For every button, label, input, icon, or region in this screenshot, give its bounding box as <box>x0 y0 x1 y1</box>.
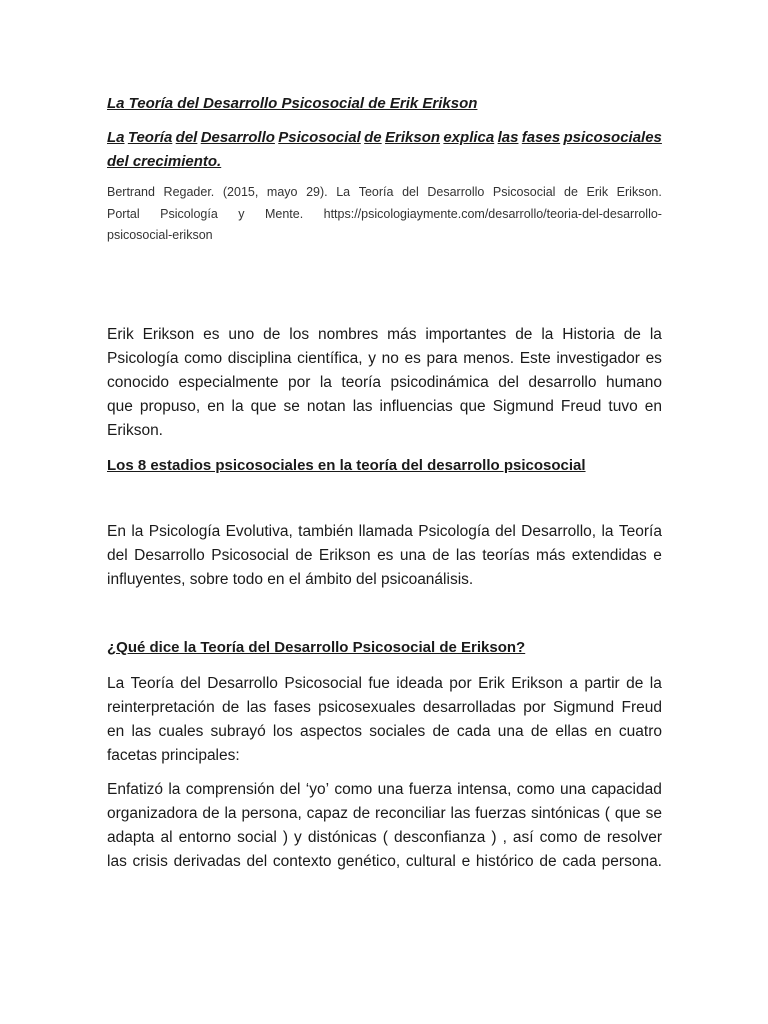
word: cada <box>562 853 596 870</box>
word: comprensión <box>185 781 275 798</box>
word: ellas <box>555 723 588 740</box>
word: de <box>583 829 601 846</box>
word: Freud <box>621 699 662 716</box>
word: sociales <box>369 723 426 740</box>
word: contexto <box>272 853 332 870</box>
paragraph-line <box>107 830 662 846</box>
paragraph-line <box>107 375 662 391</box>
paragraph-line <box>107 548 662 564</box>
word: Evolutiva, <box>225 523 293 540</box>
word: persona, <box>241 805 302 822</box>
word: Psicología <box>148 523 221 540</box>
word: las <box>455 547 476 564</box>
word: y <box>238 207 245 221</box>
word: y <box>368 350 376 367</box>
document-title: La Teoría del Desarrollo Psicosocial de Erik Erikson <box>107 95 478 112</box>
word: la <box>649 675 662 692</box>
paragraph-line <box>107 327 662 343</box>
word: de <box>352 805 371 822</box>
word: reinterpretación <box>107 699 215 716</box>
word: los <box>272 723 293 740</box>
word: Desarrollo <box>134 547 205 564</box>
paragraph-line <box>107 524 662 540</box>
word: Bertrand <box>107 185 155 199</box>
word: Desarrollo <box>427 185 485 199</box>
word: las <box>352 398 373 415</box>
word: fuerza <box>408 781 452 798</box>
word: e <box>653 547 662 564</box>
word: la <box>131 523 144 540</box>
word: Erik <box>586 185 609 199</box>
word: histórico <box>475 853 534 870</box>
word: científica, <box>297 350 363 367</box>
word: así <box>512 829 534 846</box>
word: Sigmund <box>552 699 615 716</box>
word: psicosociales <box>563 129 662 146</box>
word: fue <box>368 675 390 692</box>
word: de <box>295 547 313 564</box>
paragraph-line <box>107 700 662 716</box>
word: como <box>334 781 373 798</box>
word: intensa, <box>457 781 512 798</box>
word: y <box>294 829 302 846</box>
word: por <box>449 675 472 692</box>
word: notan <box>306 398 346 415</box>
word: al <box>160 829 173 846</box>
word: del <box>495 523 516 540</box>
word: ( <box>604 805 610 822</box>
word: teoría <box>341 374 382 391</box>
word: Teoría <box>618 523 662 540</box>
word: la <box>319 374 332 391</box>
word: no <box>381 350 399 367</box>
word: Psicología <box>418 523 490 540</box>
word: la <box>231 398 244 415</box>
word: humano <box>605 374 662 391</box>
paragraph-line <box>107 854 662 870</box>
word: psicodinámica <box>390 374 489 391</box>
word: de <box>626 675 644 692</box>
word: de <box>530 723 549 740</box>
word: (2015, <box>222 185 259 199</box>
word: también <box>298 523 354 540</box>
word: Desarrollo <box>207 675 278 692</box>
paragraph-line: influyentes, sobre todo en el ámbito del psicoanálisis. <box>107 571 474 588</box>
word: organizadora <box>107 805 198 822</box>
word: una <box>497 723 524 740</box>
word: genético, <box>337 853 401 870</box>
word: cuatro <box>618 723 662 740</box>
word: una <box>399 547 426 564</box>
word: en <box>594 723 612 740</box>
word: llamada <box>358 523 413 540</box>
word: Erikson <box>142 326 195 343</box>
word: Erikson <box>318 547 371 564</box>
word: crisis <box>132 853 168 870</box>
word: psicosexuales <box>318 699 416 716</box>
word: tuvo <box>608 398 638 415</box>
word: nombres <box>317 326 379 343</box>
word: la <box>649 326 662 343</box>
word: de <box>432 547 450 564</box>
word: es <box>203 326 220 343</box>
word: una <box>377 781 404 798</box>
word: Sigmund <box>492 398 554 415</box>
citation-line <box>107 208 662 221</box>
word: las <box>131 723 152 740</box>
word: fuerzas <box>475 805 527 822</box>
word: aspectos <box>299 723 363 740</box>
subtitle-line: del crecimiento. <box>107 153 222 170</box>
word: ) <box>282 829 289 846</box>
word: ) <box>491 829 497 846</box>
word: los <box>289 326 310 343</box>
word: que <box>614 805 641 822</box>
word: subrayó <box>210 723 266 740</box>
word: Freud <box>560 398 602 415</box>
word: se <box>645 805 662 822</box>
paragraph-line <box>107 724 662 740</box>
word: Este <box>519 350 551 367</box>
word: cuales <box>158 723 204 740</box>
word: del <box>498 374 519 391</box>
word: Psicosocial <box>211 547 289 564</box>
word: como <box>184 350 223 367</box>
word: de <box>623 326 641 343</box>
word: adapta <box>107 829 155 846</box>
word: que <box>107 398 133 415</box>
word: la <box>601 523 614 540</box>
paragraph-line <box>107 806 662 822</box>
word: La <box>107 129 125 146</box>
word: del <box>279 781 301 798</box>
word: uno <box>228 326 255 343</box>
word: la <box>224 805 237 822</box>
word: las <box>107 853 127 870</box>
word: las <box>246 699 267 716</box>
word: ideada <box>396 675 443 692</box>
word: Desarrollo <box>200 129 275 146</box>
word: es <box>404 350 421 367</box>
subtitle-line <box>107 130 662 145</box>
word: fases <box>273 699 311 716</box>
word: desarrollo <box>528 374 597 391</box>
paragraph-line <box>107 399 662 415</box>
word: del <box>180 675 201 692</box>
word: persona. <box>601 853 662 870</box>
word: disciplina <box>227 350 292 367</box>
word: se <box>283 398 300 415</box>
word: a <box>569 675 578 692</box>
word: Psicosocial <box>278 129 361 146</box>
section-heading: ¿Qué dice la Teoría del Desarrollo Psicosocial de Erikson? <box>107 639 526 656</box>
word: Erikson. <box>616 185 662 199</box>
word: del <box>107 547 128 564</box>
paragraph-line <box>107 676 662 692</box>
word: que <box>250 398 277 415</box>
word: cultural <box>405 853 456 870</box>
word: investigador <box>556 350 640 367</box>
word: ( <box>382 829 388 846</box>
word: 29). <box>306 185 328 199</box>
word: de <box>432 723 450 740</box>
word: especialmente <box>178 374 279 391</box>
word: de <box>539 853 557 870</box>
word: de <box>564 185 578 199</box>
word: por <box>287 374 311 391</box>
word: Erikson <box>385 129 441 146</box>
word: Psicología <box>107 350 179 367</box>
citation-line: psicosocial-erikson <box>107 228 213 242</box>
word: influencias <box>379 398 453 415</box>
word: entorno <box>178 829 232 846</box>
word: más <box>536 547 566 564</box>
word: de <box>515 326 533 343</box>
word: Mente. <box>264 207 304 221</box>
word: la <box>541 326 554 343</box>
word: mayo <box>266 185 298 199</box>
word: Historia <box>562 326 615 343</box>
word: una <box>560 781 586 798</box>
word: desarrolladas <box>422 699 516 716</box>
word: , <box>502 829 507 846</box>
word: Enfatizó <box>107 781 164 798</box>
word: de <box>263 326 281 343</box>
word: propuso, <box>139 398 201 415</box>
word: La <box>336 185 351 199</box>
word: como <box>516 781 555 798</box>
word: ‘yo’ <box>305 781 330 798</box>
word: Regader. <box>163 185 215 199</box>
word: derivadas <box>173 853 241 870</box>
word: en <box>207 398 225 415</box>
paragraph-line: Erikson. <box>107 422 163 439</box>
word: del <box>246 853 268 870</box>
word: para <box>426 350 458 367</box>
word: social <box>237 829 277 846</box>
word: cada <box>456 723 491 740</box>
word: explica <box>443 129 495 146</box>
word: partir <box>584 675 620 692</box>
word: reconciliar <box>375 805 446 822</box>
word: del <box>175 129 198 146</box>
word: conocido <box>107 374 170 391</box>
word: Teoría <box>358 185 394 199</box>
word: La <box>107 675 125 692</box>
word: es <box>645 350 662 367</box>
word: en <box>644 398 662 415</box>
word: las <box>497 129 519 146</box>
word: Teoría <box>130 675 174 692</box>
word: Psicosocial <box>284 675 362 692</box>
word: de <box>202 805 220 822</box>
word: distónicas <box>307 829 377 846</box>
word: en <box>107 723 125 740</box>
word: Desarrollo, <box>521 523 597 540</box>
word: Erikson <box>511 675 563 692</box>
word: es <box>377 547 394 564</box>
word: En <box>107 523 126 540</box>
word: que <box>459 398 486 415</box>
citation-line <box>107 186 662 199</box>
section-heading: Los 8 estadios psicosociales en la teoría del desarrollo psicosocial <box>107 457 586 474</box>
word: del <box>402 185 419 199</box>
word: desconfianza <box>394 829 486 846</box>
paragraph-line: facetas principales: <box>107 747 240 764</box>
word: como <box>539 829 578 846</box>
word: Psicosocial <box>492 185 556 199</box>
word: de <box>364 129 382 146</box>
word: fases <box>521 129 561 146</box>
word: capaz <box>306 805 349 822</box>
word: importantes <box>425 326 507 343</box>
word: por <box>523 699 546 716</box>
word: Psicología <box>160 207 218 221</box>
word: Portal <box>107 207 140 221</box>
word: más <box>387 326 417 343</box>
word: Erik <box>478 675 505 692</box>
word: resolver <box>606 829 662 846</box>
word: extendidas <box>571 547 647 564</box>
paragraph-line <box>107 782 662 798</box>
word: capacidad <box>591 781 662 798</box>
word: sintónicas <box>530 805 600 822</box>
word: teorías <box>482 547 530 564</box>
word: Teoría <box>127 129 173 146</box>
word: menos. <box>463 350 515 367</box>
word: https://psicologiaymente.com/desarrollo/teoria-del-desarrollo- <box>323 207 662 221</box>
word: Erik <box>107 326 134 343</box>
word: de <box>222 699 240 716</box>
word: las <box>450 805 471 822</box>
word: e <box>461 853 471 870</box>
word: la <box>168 781 181 798</box>
paragraph-line <box>107 351 662 367</box>
